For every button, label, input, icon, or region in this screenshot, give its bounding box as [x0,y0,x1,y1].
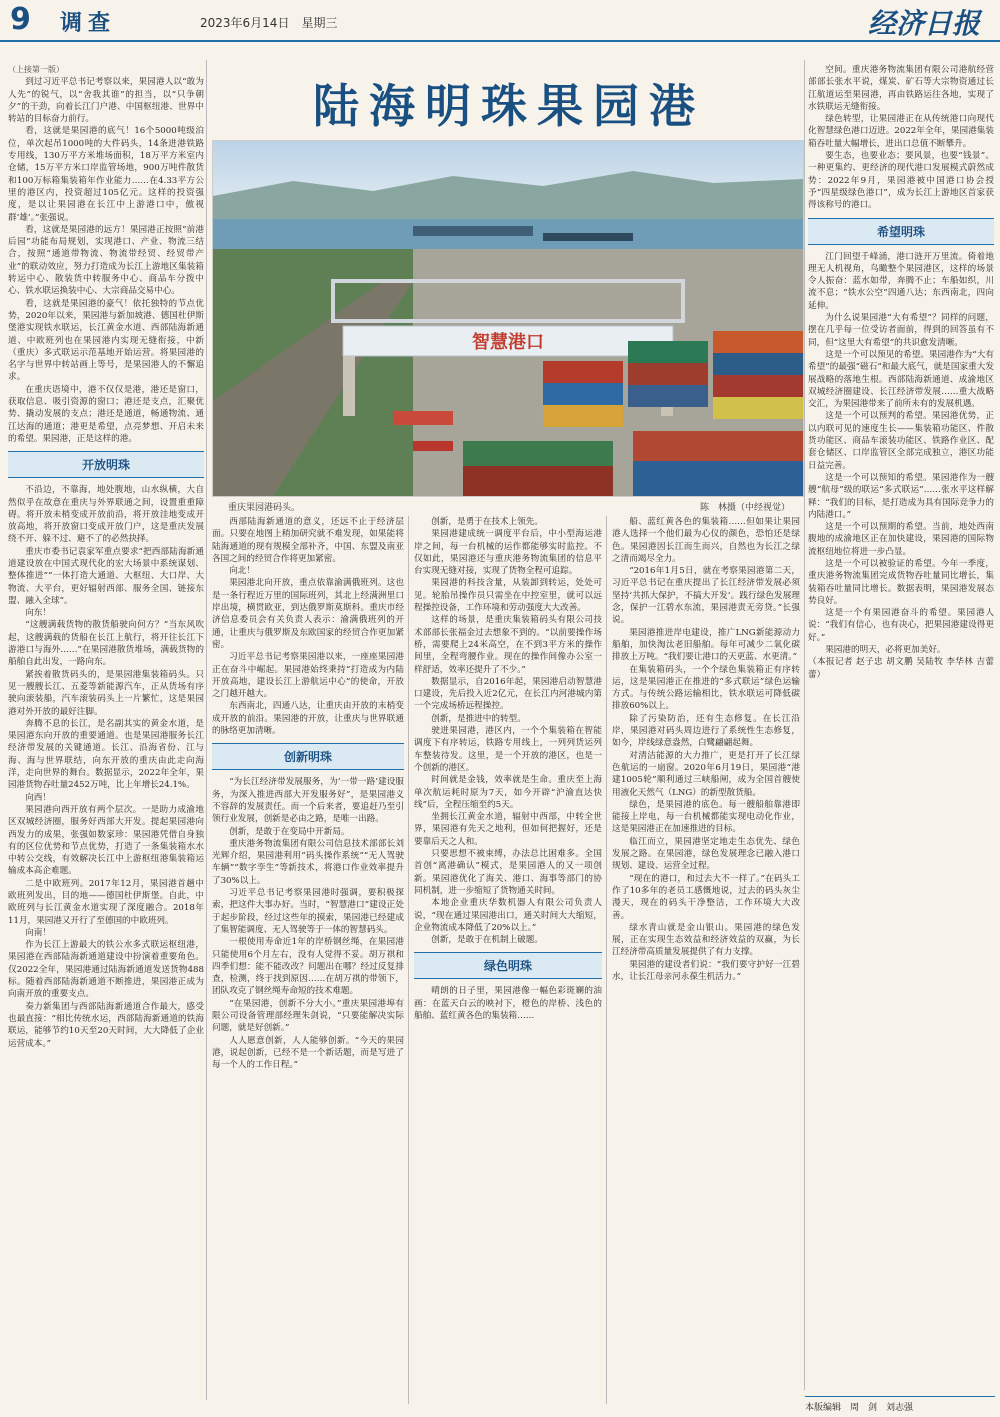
paragraph: 这是一个可以预见的希望。果园港作为“大有希望”的最强“磁石”和最大底气，就是国家重大发展战略的落地生根。西部陆海新通道、成渝地区双城经济圈建设、长江经济带发展……重大战略交汇，为果园港带来了前所未有的发展机遇。 [808,349,994,410]
paragraph: 果园港推进岸电建设，推广LNG新能源动力船舶，加快淘汰老旧船舶。每年可减少二氧化碳排放上万吨。“我们要让港口的天更蓝、水更清。” [612,627,800,663]
column-1 [8,64,204,1404]
paragraph: 向西！ [25,792,51,803]
paragraph: 果园港的建设者们说：“我们要守护好一江碧水，让长江母亲河永葆生机活力。” [612,959,800,982]
paragraph: 果园港建成统一调度平台后，中小型海运港岸之间，每一台机械的运作都能够实时监控。不仅如此，果园港还与重庆港务物流集团的信息平台实现无缝对接，实现了货物全程可追踪。 [414,529,602,577]
paragraph: 到过习近平总书记考察以来，果园港人以“敢为人先”的锐气，以“舍我其谁”的担当，以“只争朝夕”的干劲，向着长江门户港、中国枢纽港、世界中转站的目标奋力前行。 [8,77,204,125]
subhead-open-pearl: 开放明珠 [8,451,204,478]
paragraph: 只要思想不被束缚，办法总比困难多。全国首创“离港确认”模式，是果园港人的又一项创新。果园港优化了海关、港口、海事等部门的协同机制，进一步缩短了货物通关时间。 [414,849,602,896]
paragraph: 创新，是勇于在技术上领先。 [431,517,543,527]
column-divider [606,516,607,1404]
paragraph: 不沿边，不靠海，地处腹地，山水纵横，大自然似乎在故意在重庆与外界联通之间，设置重重障碍。将开放未梢变成开放前沿，将开放洼地变成开放高地，将开放窗口变成开放门户，这是重庆发展绕不开、躲不过、避不了的必然抉择。 [8,485,204,545]
paragraph: “为长江经济带发展服务，为‘一带一路’建设服务，为深入推进西部大开发服务好”，是果园港义不容辞的发展责任。而一个后来者，要追赶乃至引领行业发展，创新是必由之路，是唯一出路。 [212,777,404,825]
paragraph: 这样的场景，是重庆集装箱码头有限公司技术部部长张福金过去想象不到的。“以前要操作场桥，需要爬上24米高空，在不到3平方米的操作间里，全程弯腰作业。现在的操作间像办公室一样舒适，效率还提升了不少。” [414,615,602,675]
headline: 陆海明珠果园港 [313,79,705,133]
paragraph: 看，这就是果园港的豪气！依托独特的节点优势，2020年以来，果园港与新加坡港、德国杜伊斯堡港实现铁水联运，长江黄金水道、西部陆海新通道、中欧班列也在果园港内实现无缝衔接，中新（重庆）多式联运示范基地开始运营。将果园港的名字与世界中转站画上等号，是果园港人的不懈追求。 [8,298,204,383]
column-divider [804,60,805,1390]
paragraph: 向东！ [25,608,51,619]
section-name: 调查 [60,11,117,36]
paragraph: 坐拥长江黄金水道，辐射中西部，中转全世界，果园港有先天之地利，但如何把握好，还是要靠后天之人和。 [414,812,602,847]
subhead-hope-pearl: 希望明珠 [808,218,994,245]
paragraph: 这是一个可以预知的希望。果园港作为一艘艘“航母”级的联运“多式联运”……张水平这样解释：“我们的目标，是打造成为具有国际竞争力的内陆港口。” [808,472,994,520]
subhead-green-pearl: 绿色明珠 [414,952,602,979]
paragraph: 晴朗的日子里，果园港像一幅色彩斑斓的油画：在蓝天白云的映衬下，橙色的岸桥、浅色的船舶、蓝红黄各色的集装箱…… [414,986,602,1021]
column-3 [414,516,602,1404]
paragraph: 数据显示，自2016年起，果园港启动智慧港口建设，先后投入近2亿元，在长江内河港城内第一个完成场桥远程操控。 [414,676,602,712]
port-photo [212,140,804,497]
paragraph: 重庆市委书记袁家军重点要求“把西部陆海新通道建设放在中国式现代化的宏大场景中系统谋划、整体推进”“一体打造大通道、大枢纽、大口岸、大物流、大平台，更好辐射西部、服务全国、链接东盟、融入全球”。 [8,546,204,606]
page-number: 9 [10,2,31,37]
paragraph: 除了污染防治，还有生态修复。在长江沿岸，果园港对码头周边进行了系统性生态修复，如今，岸线绿意盎然，白鹭翩翩起舞。 [612,713,800,749]
photo-caption: 重庆果园港码头。 [228,503,301,513]
subhead-innovation-pearl: 创新明珠 [212,743,404,770]
paragraph: 在重庆语境中，港不仅仅是港，港还是窗口，获取信息、吸引资源的窗口；港还是支点，汇聚优势、撬动发展的支点；港还是通道，畅通物流、通江达海的通道；港更是希望，点亮梦想、开启未来的希望。果园港，正是这样的港。 [8,384,204,444]
paragraph: 奏力新集团与西部陆海新通道合作最大，感受也最直接：“相比传统水运，西部陆海新通道的铁海联运，能够节约10天至20天时间，大大降低了企业运营成本。” [8,1001,204,1049]
paragraph: 西部陆海新通道的意义，还远不止于经济层面。只要在地图上稍加研究就不难发现，如果能将陆海通道的现有规模全部补齐，中国、东盟及南亚各国之间的经贸合作将更加紧密。 [212,517,404,564]
paragraph: 绿水青山就是金山银山。果园港的绿色发展，正在实现生态效益和经济效益的双赢，为长江经济带高质量发展提供了有力支撑。 [612,922,800,958]
paragraph: 人人愿意创新，人人能够创新。“今天的果园港，说起创新，已经不是一个新话题，而是写进了每一个人的工作日程。” [212,1035,404,1071]
paragraph: 创新，是敢于在变局中开新局。 [229,826,350,837]
paragraph: 绿色，是果园港的底色。每一艘船舶靠港即能接上岸电，每一台机械都能实现电动化作业，这是果园港正在加速推进的目标。 [612,799,800,835]
paragraph: “在果园港，创新不分大小。”重庆果园港埠有限公司设备管理部经理朱剑说，“只要能解决实际问题，就是好创新。” [212,998,404,1034]
paragraph: 果园港向西开放有两个层次。一是助力成渝地区双城经济圈，服务好西部大开发。提起果园港向西发力的成果，张强如数家珍：果园港凭借自身独有的区位优势和节点优势，打造了一条集装箱水水中转公交线，有效解决长江中上游枢纽港集装箱运输成本高企难题。 [8,804,204,877]
continuation-note: （上接第一版） [8,65,64,74]
paragraph: 东西南北，四通八达，让重庆由开放的末梢变成开放的前沿。果园港的开放，让重庆与世界联通的脉络更加清晰。 [212,701,404,737]
column-2 [212,516,404,1404]
column-5 [808,64,994,1390]
dateline: 2023年6月14日 星期三 [200,16,338,30]
paragraph: 空间。重庆港务物流集团有限公司港航经营部部长张水平说，煤炭、矿石等大宗物资通过长江航道运至果园港，再由铁路运往各地，实现了水铁联运无缝衔接。 [808,65,994,112]
port-sign: 智慧港口 [472,332,544,353]
paragraph: 果园港的科技含量，从装卸到转运，处处可见。轮胎吊操作员只需坐在中控室里，就可以远程操控设备，工作环境和劳动强度大大改善。 [414,578,602,614]
paragraph: 重庆港务物流集团有限公司信息技术部部长刘光辉介绍，果园港利用“码头操作系统”“无人驾驶车辆”“数字孪生”等新技术，将港口作业效率提升了30%以上。 [212,838,404,886]
paragraph: “这艘满载货物的散货船驶向何方？”当东风吹起，这艘满载的货船在长江上航行，将开往长江下游港口与海外……”在果园港散货堆场，满载货物的船舶自此出发，一路向东。 [8,620,204,668]
paragraph: 创新，是敢于在机制上破题。 [431,935,543,946]
editor-line: 本版编辑 周 剑 刘志强 [805,1396,995,1413]
column-divider [408,516,409,1404]
paragraph: 看，这就是果园港的远方！果园港正按照“前港后园”功能布局规划，实现港口、产业、物流三结合，按照“通道带物流、物流带经贸、经贸带产业”的联动效应，努力打造成为长江上游地区集装箱转运中心、散装货中转服务中心、商品车分拨中心、铁水联运换装中心、大宗商品交易中心。 [8,224,204,297]
column-divider [206,60,207,1400]
masthead [0,0,1000,42]
paragraph: 在集装箱码头，一个个绿色集装箱正有序转运，这是果园港正在推进的“多式联运”绿色运输方式。与传统公路运输相比，铁水联运可降低碳排放60%以上。 [612,664,800,712]
paragraph: 看，这就是果园港的底气！16个5000吨级泊位，单次起吊1000吨的大件码头，14条进港铁路专用线，130万平方米堆场面积，18万平方米室内仓储，15万平方米口岸监管场地，900万吨件散货和100万标箱集装箱年作业能力……在4.33平方公里的港区内，投资超过105亿元。这样的投资强度，是以让果园港在长江中上游港口中，傲视群‘雄’。”张强说。 [8,126,204,223]
paragraph: 驶进果园港，港区内，一个个集装箱在智能调度下有序转运，铁路专用线上，一列列货运列车整装待发。这里，是一个开放的港区，也是一个创新的港区。 [414,726,602,773]
paragraph: 对清洁能源的大力推广，更是打开了长江绿色航运的一扇窗。2020年6月19日，果园港“港建1005轮”顺利通过三峡船闸，成为全国首艘使用液化天然气（LNG）的新型散货船。 [612,750,800,798]
paragraph: 紧挨着散货码头的，是果园港集装箱码头。只见一艘艘长江、五菱等新能源汽车，正从货场有序驶向滚装船，汽车滚装码头上一片繁忙，这是果园港对外开放的最好注脚。 [8,669,204,717]
paragraph: 作为长江上游最大的铁公水多式联运枢纽港，果园港在西部陆海新通道建设中扮演着重要角色。仅2022全年，果园港通过陆海新通道发送货物488标。随着西部陆海新通道不断推进，果园港正成为向南开放的重要支点。 [8,940,204,1000]
photo-credit: 陈 林摄（中经视觉） [700,503,791,513]
paragraph: 江门回望千峰涌，港口涟开万里流。倚着地理无人机视角，鸟瞰整个果园港区，这样的场景令人振奋：蓝水如带，奔腾不止；车船如织，川流不息；“铁水公空”四通八达；东西南北，四向延伸。 [808,251,994,311]
paragraph: 向北！ [229,566,255,577]
paragraph: 向南！ [25,927,51,938]
column-4 [612,516,800,1404]
paragraph: 果园港北向开放，重点依靠渝满俄班列。这也是一条行程近万里的国际班列，其北上经满洲里口岸出境，横贯欧亚，到达俄罗斯莫斯科。重庆市经济信息委员会有关负责人表示：渝满俄班列的开通，让重庆与俄罗斯及东欧国家的经贸合作更加紧密。 [212,578,404,650]
paragraph: 绿色转型，让果园港正在从传统港口向现代化智慧绿色港口迈进。2022年全年，果园港集装箱吞吐量大幅增长，进出口总值不断攀升。 [808,114,994,149]
paragraph: 临江而立，果园港坚定地走生态优先、绿色发展之路。在果园港，绿色发展理念已融入港口规划、建设、运营全过程。 [612,836,800,872]
paragraph: 二是中欧班列。2017年12月，果园港首趟中欧班列发出，目的地——德国杜伊斯堡。自此，中欧班列与长江黄金水道实现了深度融合。2018年11月，果园港又开行了至德国的中欧班列。 [8,878,204,926]
paragraph: 这是一个可以被验证的希望。今年一季度，重庆港务物流集团完成货物吞吐量同比增长，集装箱吞吐量同比增长。数据表明，果园港发展态势良好。 [808,558,994,606]
paragraph: 为什么说果园港“大有希望”？同样的问题，摆在几乎每一位受访者面前，得到的回答虽有不同，但“这里大有希望”的共识愈发清晰。 [808,313,994,348]
newspaper-brand-logo: 经济日报 [867,7,980,40]
paragraph: 这是一个可以预期的希望。当前，地处西南腹地的成渝地区正在加快建设，果园港的国际物流枢纽地位将进一步凸显。 [808,522,994,557]
paragraph: 时间就是金钱，效率就是生命。重庆至上海单次航运耗时原为7天，如今开辟“沪渝直达快线”后，全程压缩至约5天。 [414,775,602,810]
paragraph: 奔腾不息的长江，是名副其实的黄金水道，是果园港东向开放的重要通道。也是果园港服务长江经济带发展的关键通道。长江、沿海省份、江与海、海与世界联结，向东开放的重庆由此走向海洋，走向世界的舞台。数据显示，2022年全年，果园港货物吞吐量2452万吨，比上年增长24.1%。 [8,718,204,791]
paragraph: 果园港的明天，必将更加美好。 [825,645,946,656]
paragraph: 创新，是推进中的转型。 [431,713,526,724]
paragraph: 要生态，也要业态；要风景，也要“钱景”。一种更集约、更经济的现代港口发展模式蔚然成势：2022年9月，果园港被中国港口协会授予“四星级绿色港口”，成为长江上游地区首家获得该称号的港口。 [808,151,994,211]
paragraph: 习近平总书记考察果园港以来，一座座果园港正在奋斗中崛起。果园港始终秉持“打造成为内陆开放高地，建设长江上游航运中心”的使命，开放之门越开越大。 [212,652,404,700]
paragraph: 船、蓝红黄各色的集装箱……但如果让果园港人选择一个他们最为心仪的颜色，恐怕还是绿色。果园港因长江而生而兴，自然也为长江之绿之清而竭尽全力。 [612,517,800,564]
paragraph: 本地企业重庆华数机器人有限公司负责人说，“现在通过果园港出口，通关时间大大缩短，企业物流成本降低了20%以上。” [414,898,602,933]
paragraph: 这是一个有果园港奋斗的希望。果园港人说：“我们有信心，也有决心，把果园港建设得更好。” [808,608,994,643]
port-illustration [213,141,803,496]
paragraph: 一根使用寿命近1年的岸桥钢丝绳，在果园港只能使用6个月左右，没有人觉得不妥。胡万祺和四季们想：能不能改改？问题出在哪？经过反复排查，检测，终于找到原因……在胡万祺的带领下，团队攻克了钢丝绳寿命短的技术难题。 [212,937,404,997]
paragraph: 习近平总书记考察果园港时强调，要积极探索，把这件大事办好。当时，“智慧港口”建设正处于起步阶段，经过这些年的摸索，果园港已经建成了集智能调度、无人驾驶等于一体的智慧码头。 [212,888,404,935]
byline: （本报记者 赵子忠 胡文鹏 吴陆牧 李华林 吉蕾蕾） [808,657,994,680]
paragraph: “现在的港口，和过去大不一样了。”在码头工作了10多年的老员工感慨地说，过去的码头灰尘漫天，现在的码头干净整洁，工作环境大大改善。 [612,873,800,921]
paragraph: 这是一个可以预判的希望。果园港优势，正以内联可见的速度生长——集装箱功能区、件散货功能区、商品车滚装功能区、铁路作业区、配套仓储区、口岸监管区全部完成独立，港区功能日益完善。 [808,411,994,471]
paragraph: “2016年1月5日，就在考察果园港第二天，习近平总书记在重庆提出了长江经济带发展必须坚持‘共抓大保护，不搞大开发’。践行绿色发展理念，保护一江碧水东流，果园港责无旁贷。”长强说。 [612,566,800,626]
